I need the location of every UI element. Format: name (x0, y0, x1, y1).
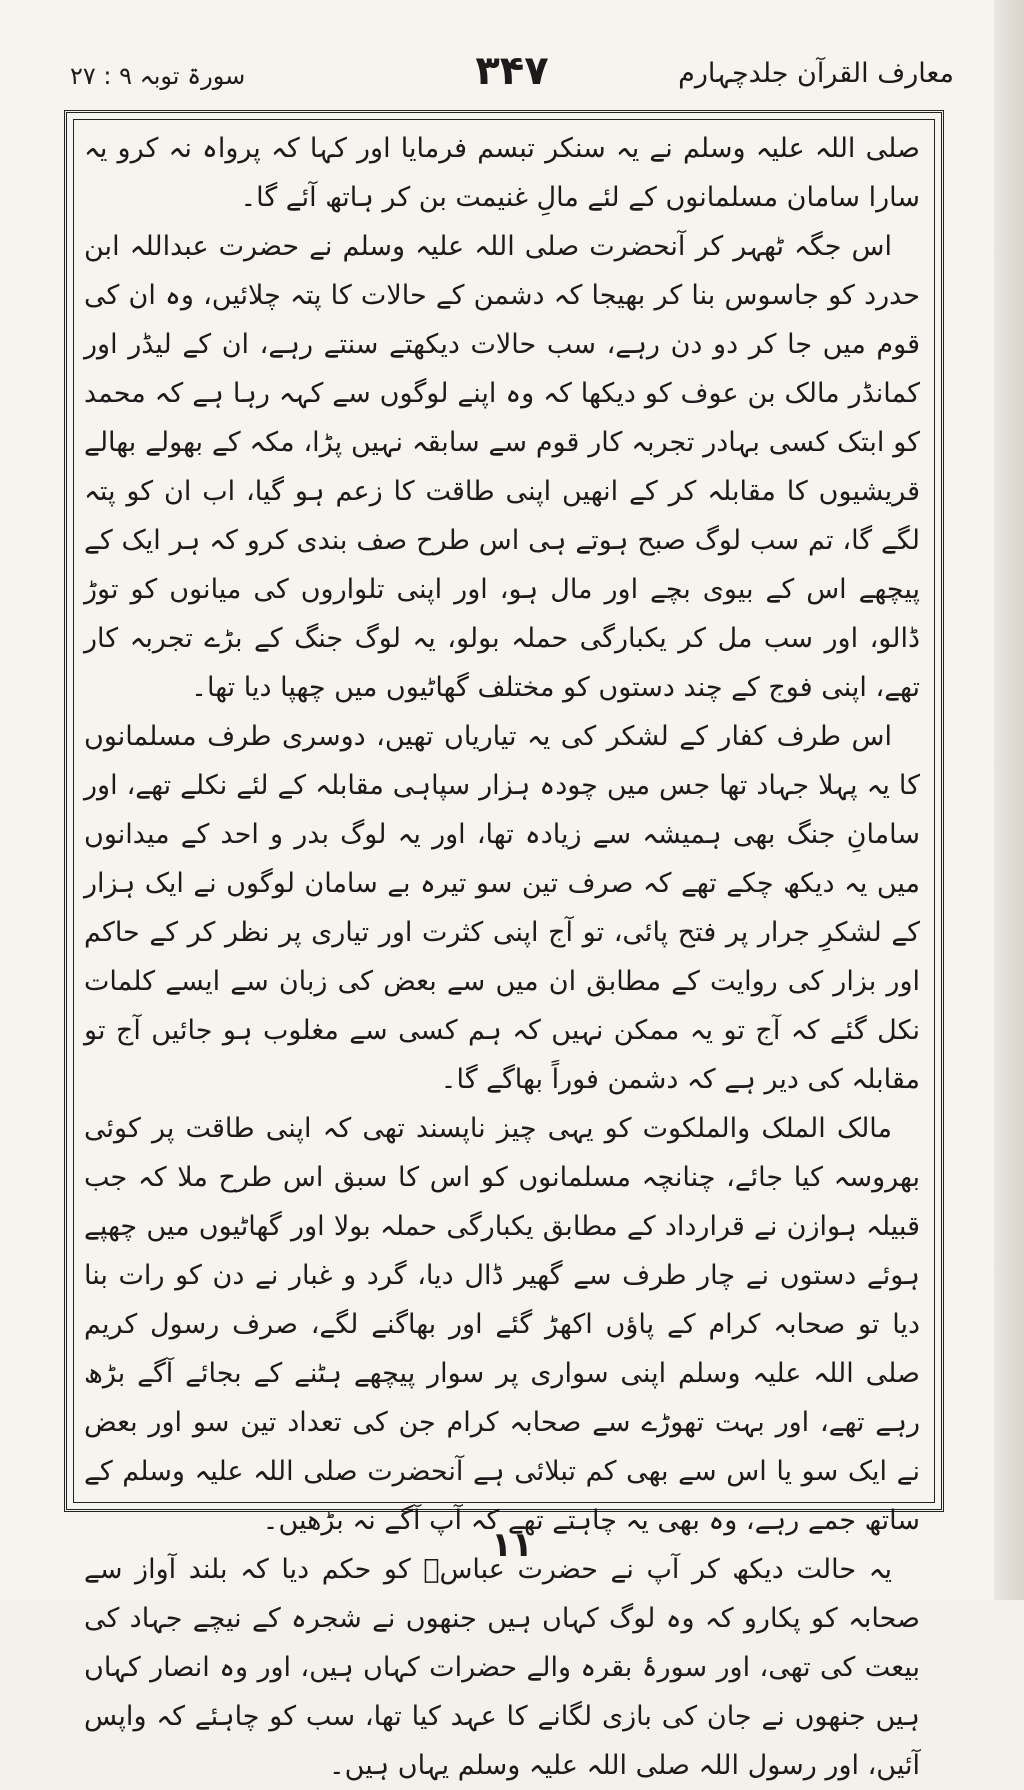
paragraph-2: اس جگہ ٹھہر کر آنحضرت صلی اللہ علیہ وسلم نے حضرت عبداللہ ابن حدرد کو جاسوس بنا کر بھیجا کہ دشمن کے حالات کا پتہ چلائیں، وہ ان کی قوم میں جا کر دو دن رہے، سب حالات دیکھتے سنتے رہے، ان کے لیڈر اور کمانڈر مالک بن عوف کو دیکھا کہ وہ اپنے لوگوں سے کہہ رہا ہے کہ محمد کو ابتک کسی بہادر تجربہ کار قوم سے سابقہ نہیں پڑا، مکہ کے بھولے بھالے قریشیوں کا مقابلہ کر کے انھیں اپنی طاقت کا زعم ہو گیا، اب ان کو پتہ لگے گا، تم سب لوگ صبح ہوتے ہی اس طرح صف بندی کرو کہ ہر ایک کے پیچھے اس کے بیوی بچے اور مال ہو، اور اپنی تلواروں کی میانوں کو توڑ ڈالو، اور سب مل کر یکبارگی حملہ بولو، یہ لوگ جنگ کے بڑے تجربہ کار تھے، اپنی فوج کے چند دستوں کو مختلف گھاٹیوں میں چھپا دیا تھا۔ (84, 231, 920, 703)
page-number: ۳۴۷ (475, 48, 549, 94)
paragraph-1: صلی اللہ علیہ وسلم نے یہ سنکر تبسم فرمایا اور کہا کہ پرواہ نہ کرو یہ سارا سامان مسلمانوں کے لئے مالِ غنیمت بن کر ہاتھ آئے گا۔ (84, 133, 920, 213)
page-edge-shadow (994, 0, 1024, 1600)
book-title: معارف القرآن جلدچہارم (678, 58, 954, 89)
paragraph-4: مالک الملک والملکوت کو یہی چیز ناپسند تھی کہ اپنی طاقت پر کوئی بھروسہ کیا جائے، چنانچہ مسلمانوں کو اس کا سبق اس طرح ملا کہ جب قبیلہ ہوازن نے قرارداد کے مطابق یکبارگی حملہ بولا اور گھاٹیوں میں چھپے ہوئے دستوں نے چار طرف سے گھیر ڈال دیا، گرد و غبار نے دن کو رات بنا دیا تو صحابہ کرام کے پاؤں اکھڑ گئے اور بھاگنے لگے، صرف رسول کریم صلی اللہ علیہ وسلم اپنی سواری پر سوار پیچھے ہٹنے کے بجائے آگے بڑھ رہے تھے، اور بہت تھوڑے سے صحابہ کرام جن کی تعداد تین سو اور بعض نے ایک سو یا اس سے بھی کم تبلائی ہے آنحضرت صلی اللہ علیہ وسلم کے ساتھ جمے رہے، وہ بھی یہ چاہتے تھے کہ آپ آگے نہ بڑھیں۔ (84, 1113, 920, 1536)
signature-mark: ۱۱ (491, 1525, 533, 1565)
surah-reference: سورۃ توبہ ۹ : ۲۷ (70, 62, 246, 90)
page-header (70, 48, 954, 104)
paragraph-5: یہ حالت دیکھ کر آپ نے حضرت عباسؓ کو حکم دیا کہ بلند آواز سے صحابہ کو پکارو کہ وہ لوگ کہاں ہیں جنھوں نے شجرہ کے نیچے جہاد کی بیعت کی تھی، اور سورۂ بقرہ والے حضرات کہاں ہیں، اور وہ انصار کہاں ہیں جنھوں نے جان کی بازی لگانے کا عہد کیا تھا، سب کو چاہئے کہ واپس آئیں، اور رسول اللہ صلی اللہ علیہ وسلم یہاں ہیں۔ (84, 1554, 920, 1781)
paragraph-3: اس طرف کفار کے لشکر کی یہ تیاریاں تھیں، دوسری طرف مسلمانوں کا یہ پہلا جہاد تھا جس میں چودہ ہزار سپاہی مقابلہ کے لئے نکلے تھے، اور سامانِ جنگ بھی ہمیشہ سے زیادہ تھا، اور یہ لوگ بدر و احد کے میدانوں میں یہ دیکھ چکے تھے کہ صرف تین سو تیرہ بے سامان لوگوں نے ایک ہزار کے لشکرِ جرار پر فتح پائی، تو آج اپنی کثرت اور تیاری پر نظر کر کے حاکم اور بزار کی روایت کے مطابق ان میں سے بعض کی زبان سے ایسے کلمات نکل گئے کہ آج تو یہ ممکن نہیں کہ ہم کسی سے مغلوب ہو جائیں آج تو مقابلہ کی دیر ہے کہ دشمن فوراً بھاگے گا۔ (84, 721, 920, 1095)
